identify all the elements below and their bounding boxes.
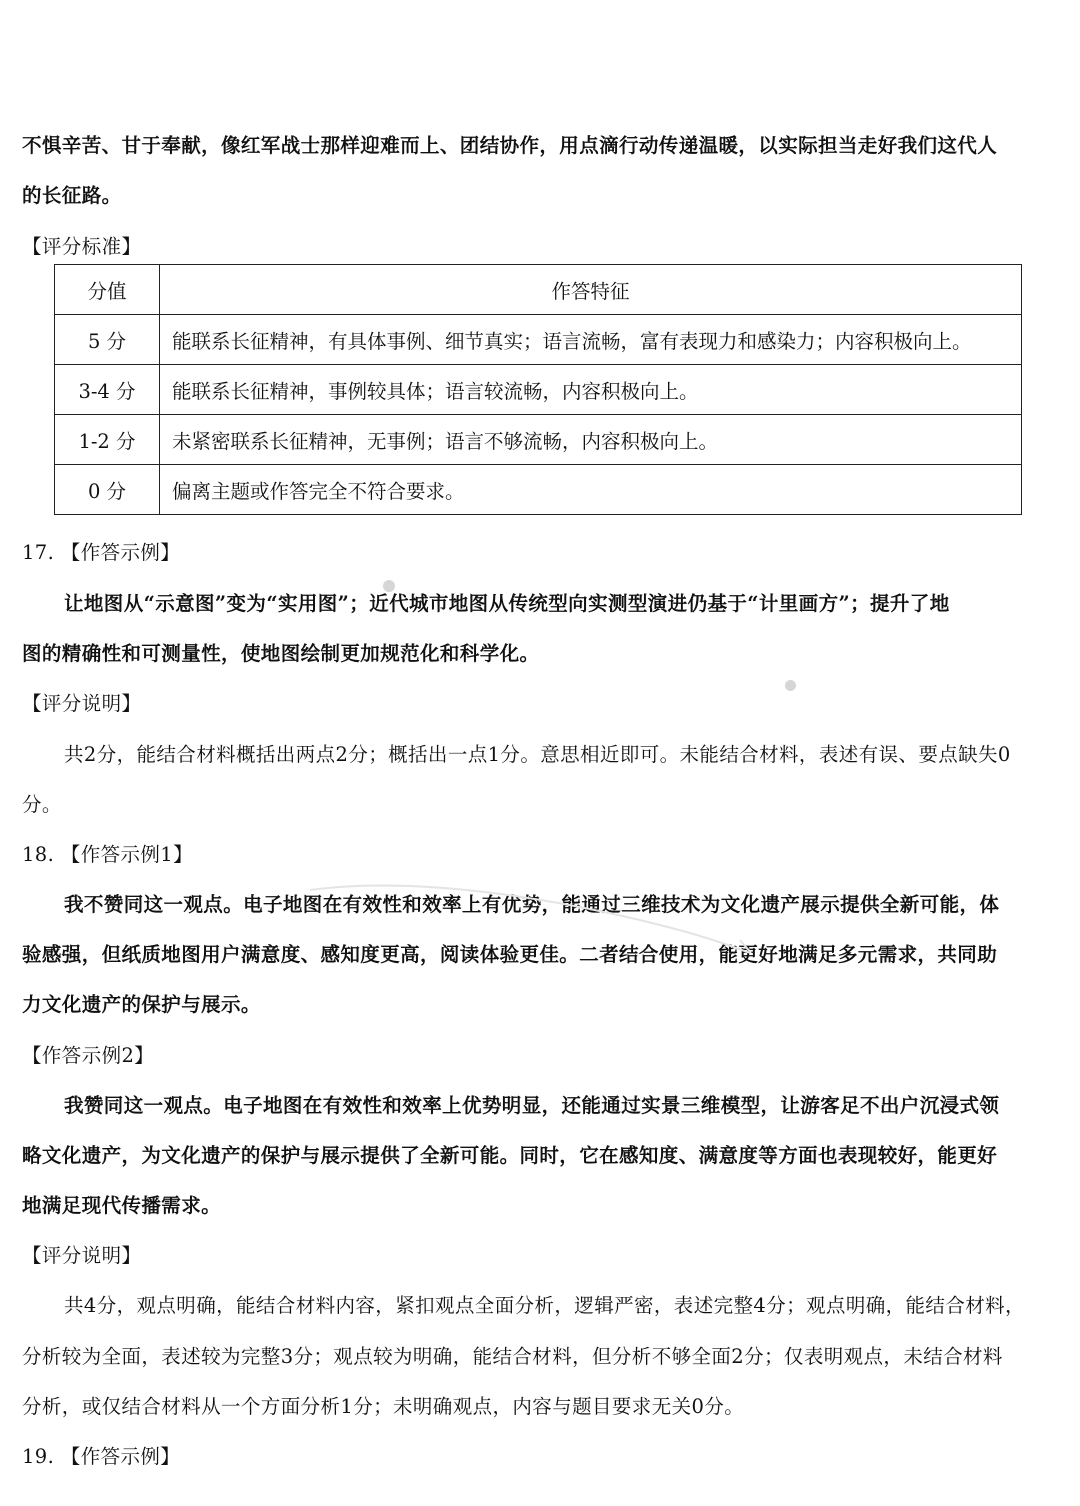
rubric-feature-cell: 能联系长征精神，有具体事例、细节真实；语言流畅，富有表现力和感染力；内容积极向上。 [160,315,1022,365]
rubric-score-cell: 5 分 [55,315,160,365]
q18-example2-line-2: 略文化遗产，为文化遗产的保护与展示提供了全新可能。同时，它在感知度、满意度等方面也表现较好，能更好 [22,1144,998,1167]
rubric-row [55,415,1022,465]
q18-heading: 18. 【作答示例1】 [22,843,194,866]
q18-example1-line-3: 力文化遗产的保护与展示。 [22,993,261,1016]
q18-example2-line-3: 地满足现代传播需求。 [22,1194,222,1217]
intro-text-line-2: 的长征路。 [22,184,122,207]
scan-scratch [300,870,780,970]
rubric-feature-cell: 偏离主题或作答完全不符合要求。 [160,465,1022,515]
rubric-feature-cell: 能联系长征精神，事例较具体；语言较流畅，内容积极向上。 [160,365,1022,415]
rubric-row [55,365,1022,415]
q18-scoring-line-3: 分析，或仅结合材料从一个方面分析1分；未明确观点，内容与题目要求无关0分。 [22,1395,745,1418]
q19-heading: 19. 【作答示例】 [22,1445,181,1468]
q17-answer-line-1: 让地图从“示意图”变为“实用图”；近代城市地图从传统型向实测型演进仍基于“计里画方”；提升了地 [64,592,950,615]
q18-scoring-line-1: 共4分，观点明确，能结合材料内容，紧扣观点全面分析，逻辑严密，表述完整4分；观点明确，能结合材料， [64,1294,1025,1317]
scan-smudge [785,680,796,691]
rubric-score-cell: 0 分 [55,465,160,515]
q18-scoring-heading: 【评分说明】 [22,1244,142,1267]
q17-scoring-line-1: 共2分，能结合材料概括出两点2分；概括出一点1分。意思相近即可。未能结合材料，表述有误、要点缺失0 [64,743,1011,766]
scan-smudge [383,580,395,592]
q18-example1-line-1: 我不赞同这一观点。电子地图在有效性和效率上有优势，能通过三维技术为文化遗产展示提供全新可能，体 [64,893,1000,916]
q18-example1-line-2: 验感强，但纸质地图用户满意度、感知度更高，阅读体验更佳。二者结合使用，能更好地满足多元需求，共同助 [22,943,998,966]
rubric-heading: 【评分标准】 [22,235,142,258]
q18-scoring-line-2: 分析较为全面，表述较为完整3分；观点较为明确，能结合材料，但分析不够全面2分；仅表明观点，未结合材料 [22,1345,1003,1368]
rubric-row [55,315,1022,365]
q17-scoring-heading: 【评分说明】 [22,692,142,715]
rubric-header-score: 分值 [55,265,160,315]
q17-heading: 17. 【作答示例】 [22,541,181,564]
q18-example2-line-1: 我赞同这一观点。电子地图在有效性和效率上优势明显，还能通过实景三维模型，让游客足不出户沉浸式领 [64,1094,1000,1117]
rubric-feature-cell: 未紧密联系长征精神，无事例；语言不够流畅，内容积极向上。 [160,415,1022,465]
rubric-score-cell: 1-2 分 [55,415,160,465]
rubric-score-cell: 3-4 分 [55,365,160,415]
rubric-header-feature: 作答特征 [160,265,1022,315]
rubric-table [54,264,1022,515]
rubric-row [55,465,1022,515]
q17-scoring-line-2: 分。 [22,793,62,816]
q18-example2-heading: 【作答示例2】 [22,1044,155,1067]
q17-answer-line-2: 图的精确性和可测量性，使地图绘制更加规范化和科学化。 [22,642,540,665]
rubric-header-row [55,265,1022,315]
intro-text-line-1: 不惧辛苦、甘于奉献，像红军战士那样迎难而上、团结协作，用点滴行动传递温暖，以实际担当走好我们这代人 [22,134,998,157]
